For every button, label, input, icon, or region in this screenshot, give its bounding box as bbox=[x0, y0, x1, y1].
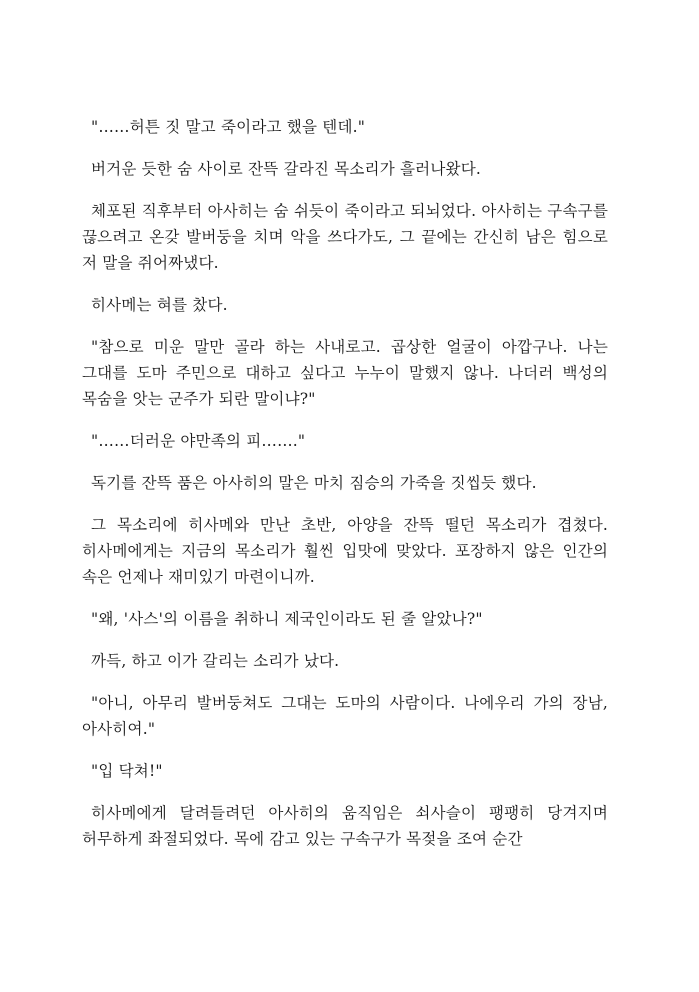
paragraph-dialogue: "……허튼 짓 말고 죽이라고 했을 텐데." bbox=[91, 118, 366, 136]
document-body bbox=[82, 114, 608, 868]
paragraph-dialogue: "참으로 미운 말만 골라 하는 사내로고. 곱상한 얼굴이 아깝구나. 나는 그대를 도마 주민으로 대하고 싶다고 누누이 말했지 않나. 나더러 백성의 목숨을 앗는 군주가 되란 말이냐?" bbox=[82, 338, 608, 408]
paragraph-narration: 체포된 직후부터 아사히는 숨 쉬듯이 죽이라고 되뇌었다. 아사히는 구속구를 끊으려고 온갖 발버둥을 치며 악을 쓰다가도, 그 끝에는 간신히 남은 힘으로 저 말을 쥐어짜냈다. bbox=[82, 202, 608, 272]
paragraph-narration: 독기를 잔뜩 품은 아사히의 말은 마치 짐승의 가죽을 짓씹듯 했다. bbox=[91, 474, 537, 492]
paragraph-narration: 히사메는 혀를 찼다. bbox=[91, 296, 228, 314]
paragraph-dialogue: "입 닥쳐!" bbox=[91, 762, 163, 780]
paragraph-narration: 히사메에게 달려들려던 아사히의 움직임은 쇠사슬이 팽팽히 당겨지며 허무하게 좌절되었다. 목에 감고 있는 구속구가 목젖을 조여 순간 bbox=[82, 804, 608, 848]
paragraph-dialogue: "……더러운 야만족의 피……." bbox=[91, 432, 306, 450]
paragraph-dialogue: "아니, 아무리 발버둥쳐도 그대는 도마의 사람이다. 나에우리 가의 장남, 아사히여." bbox=[82, 694, 608, 738]
paragraph-dialogue: "왜, '사스'의 이름을 취하니 제국인이라도 된 줄 알았나?" bbox=[91, 610, 483, 628]
paragraph-narration: 버거운 듯한 숨 사이로 잔뜩 갈라진 목소리가 흘러나왔다. bbox=[91, 160, 481, 178]
paragraph-narration: 까득, 하고 이가 갈리는 소리가 났다. bbox=[91, 652, 340, 670]
paragraph-narration: 그 목소리에 히사메와 만난 초반, 아양을 잔뜩 떨던 목소리가 겹쳤다. 히사메에게는 지금의 목소리가 훨씬 입맛에 맞았다. 포장하지 않은 인간의 속은 언제나 재미있기 마련이니까. bbox=[82, 516, 608, 586]
